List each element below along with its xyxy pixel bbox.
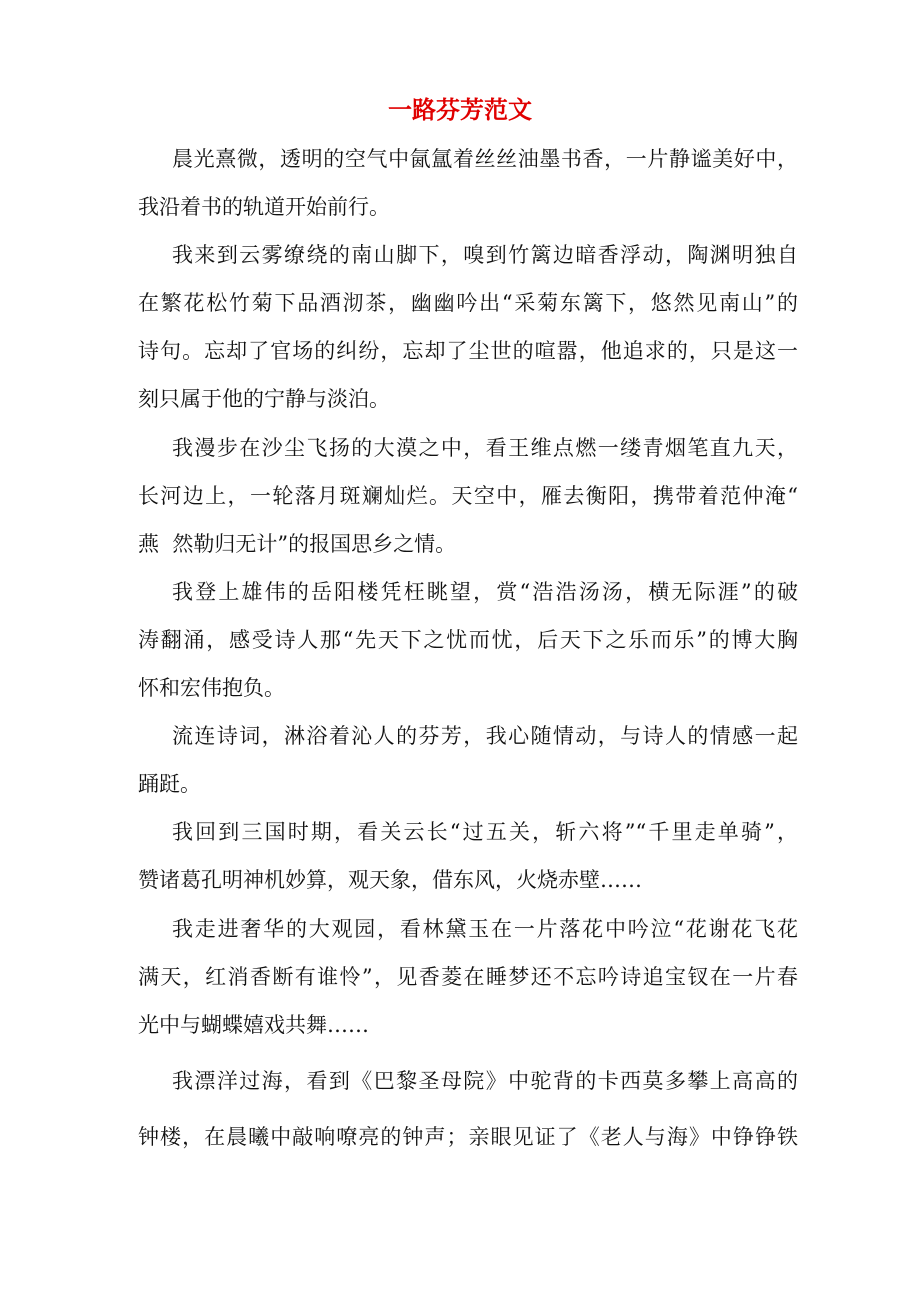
text-line: 我沿着书的轨道开始前行。 xyxy=(138,195,390,219)
text-line: 怀和宏伟抱负。 xyxy=(138,676,285,700)
text-line: 我走进奢华的大观园，看林黛玉在一片落花中吟泣“花谢花飞花 xyxy=(172,917,798,941)
text-line: 我登上雄伟的岳阳楼凭枉眺望，赏“浩浩汤汤，横无际涯”的破 xyxy=(172,580,798,604)
text-line: 刻只属于他的宁静与淡泊。 xyxy=(138,387,390,411)
text-line: 踊跹。 xyxy=(138,772,201,796)
text-line: 满天，红消香断有谁怜”，见香菱在睡梦还不忘吟诗追宝钗在一片春 xyxy=(138,965,798,989)
text-line: 燕 然勒归无计”的报国思乡之情。 xyxy=(138,532,457,556)
text-line: 诗句。忘却了官场的纠纷，忘却了尘世的喧嚣，他追求的，只是这一 xyxy=(138,339,798,363)
text-line: 涛翻涌，感受诗人那“先天下之忧而忧，后天下之乐而乐”的博大胸 xyxy=(138,628,798,652)
text-line: 钟楼，在晨曦中敲响嘹亮的钟声；亲眼见证了《老人与海》中铮铮铁 xyxy=(138,1125,798,1149)
document-title: 一路芬芳范文 xyxy=(388,95,532,124)
text-line: 长河边上，一轮落月斑斓灿烂。天空中，雁去衡阳，携带着范仲淹“ xyxy=(138,484,798,508)
text-line: 在繁花松竹菊下品酒沏茶，幽幽吟出“采菊东篱下，悠然见南山”的 xyxy=(138,291,798,315)
text-line: 流连诗词，淋浴着沁人的芬芳，我心随情动，与诗人的情感一起 xyxy=(172,724,798,748)
text-line: 我回到三国时期，看关云长“过五关，斩六将”“千里走单骑”， xyxy=(172,820,798,844)
text-line: 赞诸葛孔明神机妙算，观天象，借东风，火烧赤壁…… xyxy=(138,868,642,892)
text-line: 光中与蝴蝶嬉戏共舞…… xyxy=(138,1013,369,1037)
text-line: 我漫步在沙尘飞扬的大漠之中，看王维点燃一缕青烟笔直九天， xyxy=(172,436,798,460)
text-line: 我来到云雾缭绕的南山脚下，嗅到竹篱边暗香浮动，陶渊明独自 xyxy=(172,243,798,267)
text-line: 我漂洋过海，看到《巴黎圣母院》中驼背的卡西莫多攀上高高的 xyxy=(172,1069,798,1093)
text-line: 晨光熹微，透明的空气中氤氲着丝丝油墨书香，一片静谧美好中， xyxy=(172,147,798,171)
